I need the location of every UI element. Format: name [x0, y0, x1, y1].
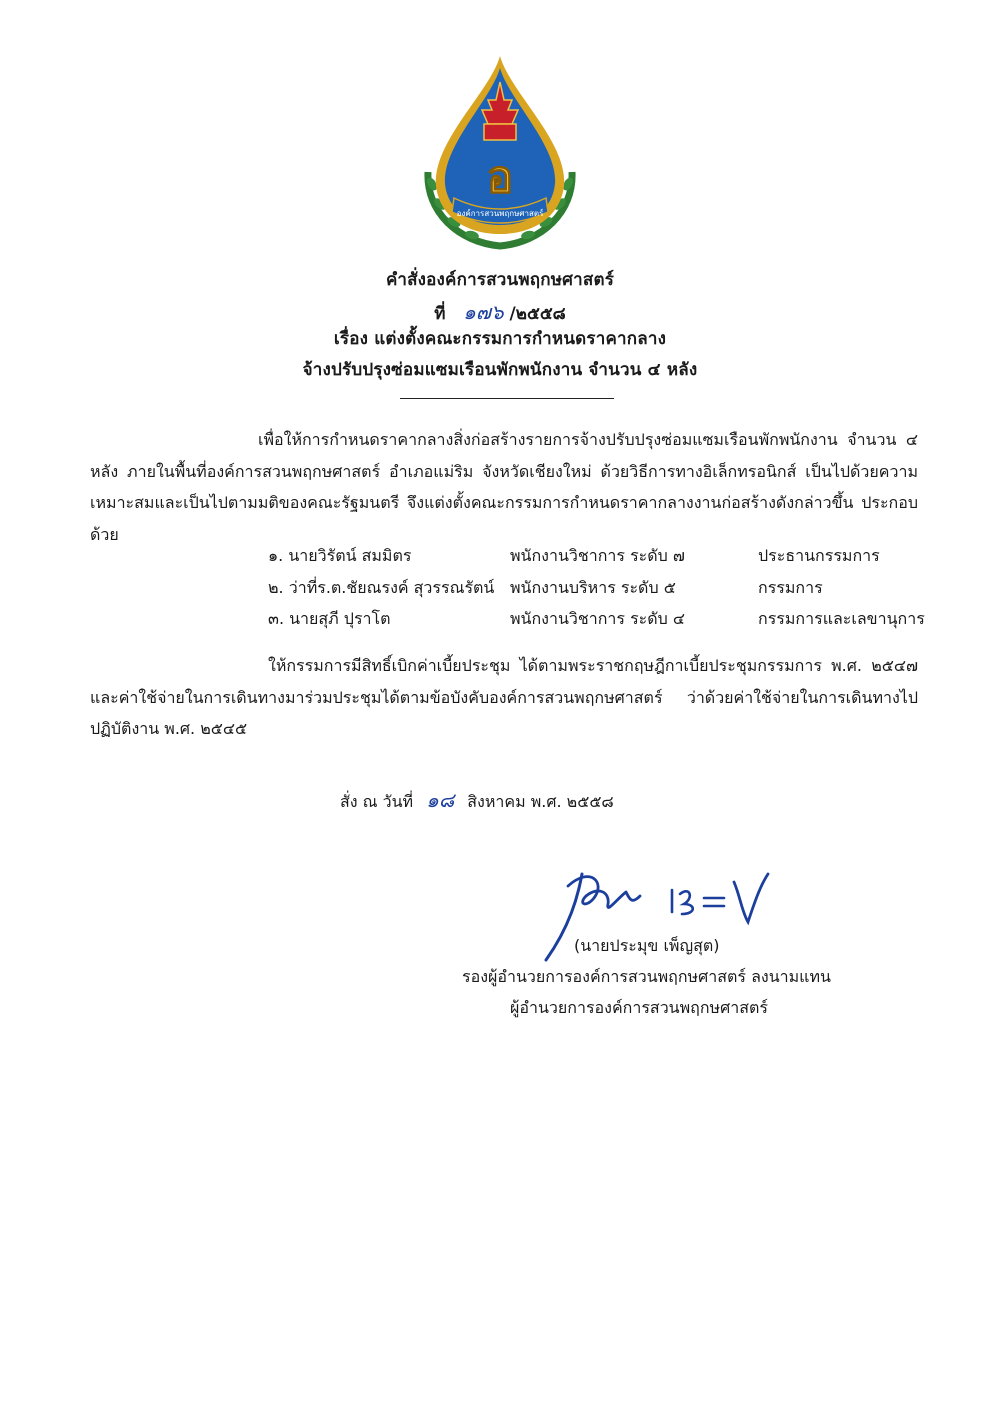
- member-name: ๑. นายวิรัตน์ สมมิตร: [268, 546, 412, 565]
- member-position: พนักงานบริหาร ระดับ ๕: [510, 578, 676, 597]
- order-year: /๒๕๕๘: [509, 304, 566, 324]
- organization-emblem-icon: [418, 52, 582, 252]
- member-position: พนักงานวิชาการ ระดับ ๗: [510, 546, 685, 565]
- signatory-name: (นายประมุข เพ็ญสุต): [574, 936, 720, 955]
- member-position: พนักงานวิชาการ ระดับ ๔: [510, 609, 686, 628]
- committee-member-row: [0, 607, 1000, 637]
- paragraph-intro: เพื่อให้การกำหนดราคากลางสิ่งก่อสร้างรายการจ้างปรับปรุงซ่อมแซมเรือนพักพนักงาน จำนวน ๔ หลัง ภายในพื้นที่องค์การสวนพฤกษศาสตร์ อำเภอแม่ริม จังหวัดเชียงใหม่ ด้วยวิธีการทางอิเล็กทรอนิกส์ เป็นไปด้วยความเหมาะสมและเป็นไปตามมติของคณะรัฐมนตรี จึงแต่งตั้งคณะกรรมการกำหนดราคากลางงานก่อสร้างดังกล่าวขึ้น ประกอบด้วย: [90, 430, 918, 544]
- date-day-handwritten: ๑๘: [426, 788, 455, 812]
- header-divider: [400, 398, 614, 399]
- paragraph-allowance: ให้กรรมการมีสิทธิ์เบิกค่าเบี้ยประชุม ได้ตามพระราชกฤษฎีกาเบี้ยประชุมกรรมการ พ.ศ. ๒๕๔๗ และค่าใช้จ่ายในการเดินทางมาร่วมประชุมได้ตามข้อบังคับองค์การสวนพฤกษศาสตร์ ว่าด้วยค่าใช้จ่ายในการเดินทางไปปฏิบัติงาน พ.ศ. ๒๕๔๕: [90, 656, 918, 738]
- order-title: คำสั่งองค์การสวนพฤกษศาสตร์: [385, 270, 615, 290]
- committee-member-row: [0, 576, 1000, 606]
- signatory-role-line2: ผู้อำนวยการองค์การสวนพฤกษศาสตร์: [510, 998, 768, 1017]
- order-date: [340, 784, 614, 816]
- subject-line-2: จ้างปรับปรุงซ่อมแซมเรือนพักพนักงาน จำนวน ๔ หลัง: [302, 360, 698, 380]
- date-prefix: สั่ง ณ วันที่: [340, 792, 414, 811]
- order-number-handwritten: ๑๗๖: [463, 300, 504, 324]
- member-name: ๓. นายสุภี ปุราโต: [268, 609, 391, 628]
- member-role: กรรมการและเลขานุการ: [758, 609, 925, 628]
- member-name: ๒. ว่าที่ร.ต.ชัยณรงค์ สุวรรณรัตน์: [268, 578, 495, 597]
- svg-text:อ: อ: [486, 152, 514, 203]
- order-number: [0, 296, 1000, 328]
- member-role: ประธานกรรมการ: [758, 546, 880, 565]
- member-role: กรรมการ: [758, 578, 823, 597]
- svg-text:องค์การสวนพฤกษศาสตร์: องค์การสวนพฤกษศาสตร์: [456, 209, 544, 218]
- order-prefix: ที่: [434, 304, 446, 324]
- subject-line: เรื่อง แต่งตั้งคณะกรรมการกำหนดราคากลาง: [333, 329, 667, 349]
- date-rest: สิงหาคม พ.ศ. ๒๕๕๘: [467, 792, 614, 811]
- committee-member-row: [0, 544, 1000, 574]
- signatory-role-line1: รองผู้อำนวยการองค์การสวนพฤกษศาสตร์ ลงนามแทน: [462, 967, 831, 986]
